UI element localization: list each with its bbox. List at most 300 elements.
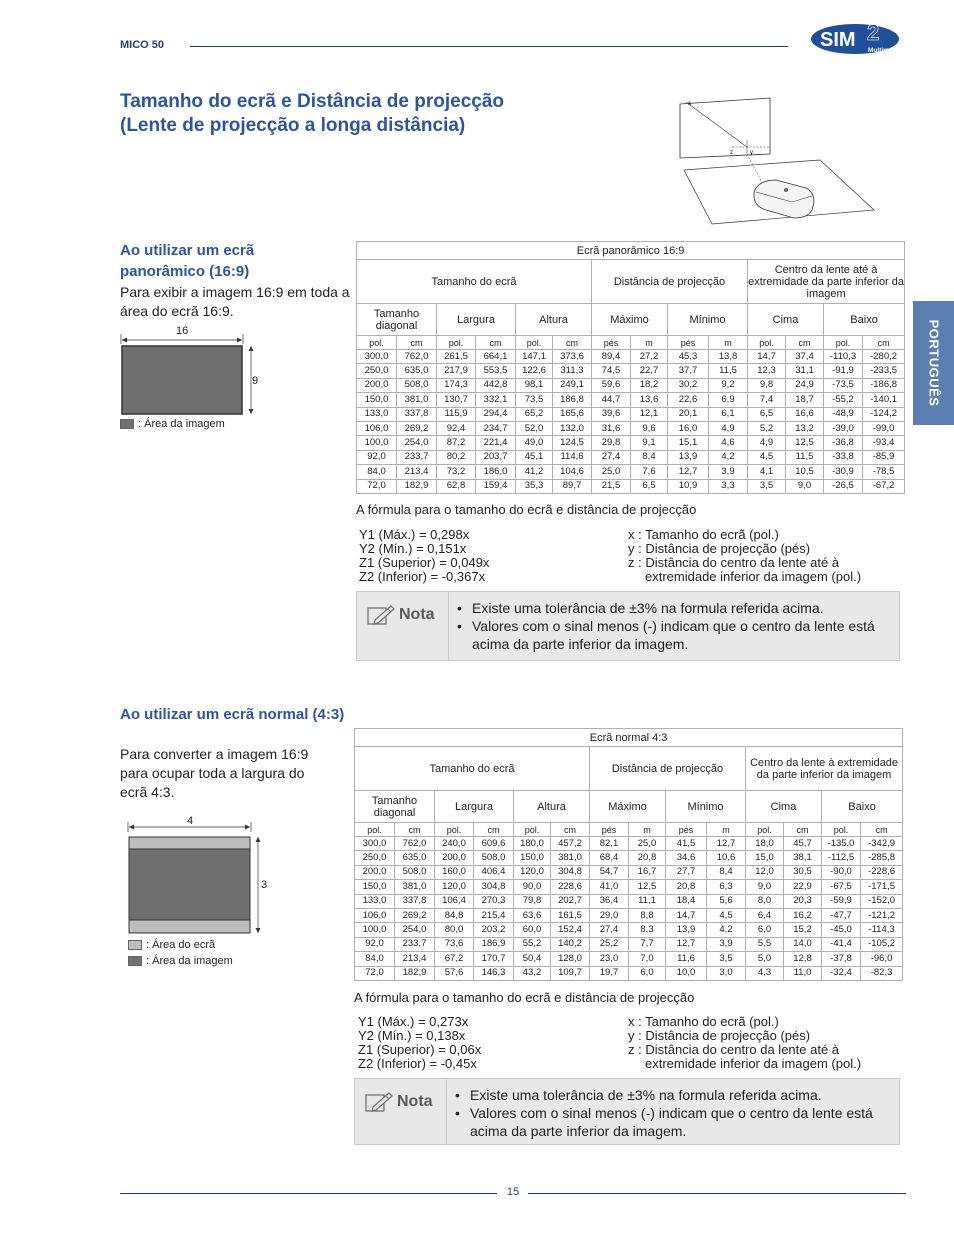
table-unit-cell: cm [476, 336, 516, 350]
table-cell: 6,5 [748, 407, 786, 421]
table-cell: 25,2 [590, 937, 629, 951]
table-cell: 6,9 [709, 393, 748, 407]
table-cell: 72,0 [357, 479, 397, 493]
table-cell: -135,0 [822, 837, 861, 851]
table-cell: -121,2 [861, 908, 903, 922]
table-cell: 27,4 [590, 923, 629, 937]
table-cell: -285,8 [861, 851, 903, 865]
table-row [357, 479, 905, 493]
table-cell: 6,0 [629, 966, 666, 980]
table-cell: 12,7 [707, 837, 746, 851]
formula-legend-line: x : Tamanho do ecrã (pol.) [628, 527, 779, 542]
table-cell: 20,3 [784, 894, 822, 908]
table-unit-cell: cm [784, 823, 822, 837]
table-cell: 150,0 [357, 393, 397, 407]
table-cell: 80,0 [435, 923, 474, 937]
table-cell: 294,4 [476, 407, 516, 421]
table-cell: -85,9 [863, 450, 905, 464]
table-cell: 18,7 [786, 393, 824, 407]
table-cell: 44,7 [592, 393, 631, 407]
table-cell: 5,2 [748, 421, 786, 435]
table-cell: 89,7 [553, 479, 592, 493]
table-cell: 41,5 [666, 837, 707, 851]
table-row [357, 465, 905, 479]
table-row [355, 908, 903, 922]
svg-text:Multimedia: Multimedia [868, 47, 902, 54]
table-cell: 45,7 [784, 837, 822, 851]
table-cell: 5,0 [746, 952, 784, 966]
formula-legend-line: y : Distância de projecção (pés) [628, 541, 811, 556]
table-cell: 16,7 [629, 865, 666, 879]
table-cell: 442,8 [476, 378, 516, 392]
formula-legend-line: x : Tamanho do ecrã (pol.) [628, 1014, 779, 1029]
formula-legend-line: extremidade inferior da imagem (pol.) [645, 1056, 862, 1071]
table-cell: 13,9 [668, 450, 709, 464]
table-cell: 14,7 [748, 350, 786, 364]
header-rule [190, 46, 788, 47]
table-cell: 269,2 [397, 421, 437, 435]
table-row [355, 966, 903, 980]
legend-screen-label: : Área do ecrã [146, 939, 216, 951]
table-cell: -37,8 [822, 952, 861, 966]
table-cell: 250,0 [355, 851, 395, 865]
table-cell: 12,7 [668, 465, 709, 479]
table-cell: 508,0 [474, 851, 514, 865]
table-cell: 133,0 [357, 407, 397, 421]
normal-screen-figure [126, 818, 272, 936]
table-cell: 22,6 [668, 393, 709, 407]
table-cell: -82,3 [861, 966, 903, 980]
page-number: 15 [506, 1186, 520, 1198]
formula-legend-line: z : Distância do centro da lente até à [628, 555, 840, 570]
table-cell: 100,0 [355, 923, 395, 937]
table-cell: 635,0 [395, 851, 435, 865]
svg-text:2: 2 [867, 20, 880, 45]
table-row [357, 436, 905, 450]
table-cell: 165,6 [553, 407, 592, 421]
table-cell: 25,0 [629, 837, 666, 851]
table-cell: -67,5 [822, 880, 861, 894]
table-cell: 311,3 [553, 364, 592, 378]
table-cell: 106,0 [355, 908, 395, 922]
table-row [357, 364, 905, 378]
header-model: MICO 50 [120, 39, 165, 51]
table-cell: -55,2 [824, 393, 863, 407]
table-cell: 6,3 [707, 880, 746, 894]
table-cell: 10,5 [786, 465, 824, 479]
table-cell: -93,4 [863, 436, 905, 450]
table-unit-cell: pol. [435, 823, 474, 837]
table-cell: 150,0 [355, 880, 395, 894]
table-subheader: Altura [516, 304, 592, 336]
note-item: • Valores com o sinal menos (-) indicam que o centro da lente está acima da parte inferior da imagem. [457, 617, 887, 653]
table-cell: 12,0 [746, 865, 784, 879]
table-cell: 217,9 [437, 364, 476, 378]
table-cell: 100,0 [357, 436, 397, 450]
table-cell: -105,2 [861, 937, 903, 951]
table-cell: 508,0 [397, 378, 437, 392]
table-unit-cell: pés [590, 823, 629, 837]
table-cell: 457,2 [551, 837, 590, 851]
table-caption: Ecrã panorâmico 16:9 [357, 242, 905, 260]
formula-line: Z1 (Superior) = 0,049x [359, 555, 490, 570]
table-cell: 11,5 [786, 450, 824, 464]
table-cell: 80,2 [437, 450, 476, 464]
formula-line: Y2 (Mín.) = 0,138x [358, 1028, 466, 1043]
table-cell: 337,8 [395, 894, 435, 908]
table-cell: 29,8 [592, 436, 631, 450]
table-cell: 228,6 [551, 880, 590, 894]
normal-note-box [354, 1078, 900, 1145]
table-cell: -59,9 [822, 894, 861, 908]
note-header [357, 592, 449, 660]
formula-line: Y1 (Máx.) = 0,273x [358, 1014, 469, 1029]
table-cell: 41,0 [590, 880, 629, 894]
table-unit-cell: pol. [437, 336, 476, 350]
table-cell: 160,0 [435, 865, 474, 879]
table-subheader: Cima [748, 304, 824, 336]
table-cell: -48,9 [824, 407, 863, 421]
table-cell: -99,0 [863, 421, 905, 435]
table-cell: 55,2 [514, 937, 551, 951]
pencil-icon [365, 1091, 393, 1113]
table-cell: 304,8 [551, 865, 590, 879]
table-cell: 27,7 [666, 865, 707, 879]
table-subheader: Mínimo [668, 304, 748, 336]
table-cell: 140,2 [551, 937, 590, 951]
table-cell: 68,4 [590, 851, 629, 865]
formula-line: Z1 (Superior) = 0,06x [358, 1042, 482, 1057]
table-cell: 72,0 [355, 966, 395, 980]
table-cell: 22,7 [631, 364, 668, 378]
table-cell: 254,0 [397, 436, 437, 450]
table-cell: 30,5 [784, 865, 822, 879]
wide-formula-title: A fórmula para o tamanho do ecrã e distância de projecção [356, 502, 697, 517]
table-cell: 90,0 [514, 880, 551, 894]
page-title-line-1: Tamanho do ecrã e Distância de projecção [120, 91, 504, 112]
table-unit-cell: cm [553, 336, 592, 350]
table-cell: -233,5 [863, 364, 905, 378]
note-header [355, 1079, 447, 1144]
wide-formulas-right [628, 528, 861, 584]
table-row [355, 894, 903, 908]
table-cell: 37,7 [668, 364, 709, 378]
table-cell: 18,2 [631, 378, 668, 392]
table-cell: 762,0 [395, 837, 435, 851]
table-row [355, 880, 903, 894]
table-unit-cell: pol. [822, 823, 861, 837]
table-cell: 13,6 [631, 393, 668, 407]
table-cell: 9,2 [709, 378, 748, 392]
normal-formulas-right [628, 1015, 861, 1071]
table-group-header: Centro da lente até à extremidade da parte inferior da imagem [748, 260, 905, 304]
table-cell: 15,1 [668, 436, 709, 450]
table-cell: 106,0 [357, 421, 397, 435]
table-cell: 67,2 [435, 952, 474, 966]
table-cell: 5,6 [707, 894, 746, 908]
table-unit-cell: pés [592, 336, 631, 350]
table-row [357, 378, 905, 392]
table-cell: 161,5 [551, 908, 590, 922]
table-cell: 12,3 [748, 364, 786, 378]
table-unit-cell: m [709, 336, 748, 350]
table-cell: -30,9 [824, 465, 863, 479]
table-cell: 63,6 [514, 908, 551, 922]
table-cell: -67,2 [863, 479, 905, 493]
table-cell: 15,0 [746, 851, 784, 865]
table-cell: 120,0 [435, 880, 474, 894]
table-cell: -186,8 [863, 378, 905, 392]
sim2-logo [810, 18, 910, 58]
table-cell: 332,1 [476, 393, 516, 407]
table-row [355, 865, 903, 879]
table-cell: 84,0 [355, 952, 395, 966]
table-cell: 9,6 [631, 421, 668, 435]
table-cell: 35,3 [516, 479, 553, 493]
normal-section-title: Ao utilizar um ecrã normal (4:3) [120, 706, 345, 723]
table-cell: 10,9 [668, 479, 709, 493]
table-cell: -39,0 [824, 421, 863, 435]
table-cell: 133,0 [355, 894, 395, 908]
table-cell: 202,7 [551, 894, 590, 908]
table-row [357, 421, 905, 435]
table-unit-cell: pés [666, 823, 707, 837]
legend-screen-swatch [128, 940, 142, 950]
table-cell: 38,1 [784, 851, 822, 865]
table-cell: 20,8 [629, 851, 666, 865]
table-cell: 23,0 [590, 952, 629, 966]
table-cell: 186,8 [553, 393, 592, 407]
table-unit-cell: pol. [748, 336, 786, 350]
table-cell: 92,0 [357, 450, 397, 464]
formula-legend-line: y : Distância de projecção (pés) [628, 1028, 811, 1043]
table-cell: 19,7 [590, 966, 629, 980]
table-cell: 3,9 [707, 937, 746, 951]
table-subheader: Baixo [822, 791, 903, 823]
table-cell: 9,8 [748, 378, 786, 392]
language-side-tab-label: PORTUGUÊS [926, 319, 941, 407]
table-cell: 147,1 [516, 350, 553, 364]
table-row [357, 350, 905, 364]
table-cell: 6,0 [746, 923, 784, 937]
table-cell: -171,5 [861, 880, 903, 894]
table-cell: 233,7 [397, 450, 437, 464]
table-cell: 30,2 [668, 378, 709, 392]
table-cell: 180,0 [514, 837, 551, 851]
table-cell: 50,4 [514, 952, 551, 966]
table-cell: 16,2 [784, 908, 822, 922]
table-cell: 73,2 [437, 465, 476, 479]
table-cell: -124,2 [863, 407, 905, 421]
table-cell: 12,5 [786, 436, 824, 450]
table-subheader: Baixo [824, 304, 905, 336]
table-row [355, 837, 903, 851]
table-cell: -32,4 [822, 966, 861, 980]
table-cell: 16,6 [786, 407, 824, 421]
table-cell: 261,5 [437, 350, 476, 364]
table-cell: 373,6 [553, 350, 592, 364]
wide-section-title: Ao utilizar um ecrã panorâmico (16:9) [120, 242, 255, 280]
table-cell: 27,2 [631, 350, 668, 364]
table-cell: -26,5 [824, 479, 863, 493]
table-cell: 3,0 [707, 966, 746, 980]
table-cell: 200,0 [355, 865, 395, 879]
table-cell: 34,6 [666, 851, 707, 865]
table-row [357, 393, 905, 407]
table-cell: 59,6 [592, 378, 631, 392]
table-cell: 213,4 [395, 952, 435, 966]
table-unit-cell: pol. [355, 823, 395, 837]
formula-line: Y1 (Máx.) = 0,298x [359, 527, 470, 542]
table-subheader: Máximo [590, 791, 666, 823]
note-label: Nota [397, 1093, 433, 1110]
table-cell: 84,0 [357, 465, 397, 479]
table-cell: 20,1 [668, 407, 709, 421]
table-cell: 203,7 [476, 450, 516, 464]
note-item: • Existe uma tolerância de ±3% na formula referida acima. [457, 599, 887, 617]
table-subheader: Altura [514, 791, 590, 823]
table-cell: 300,0 [357, 350, 397, 364]
table-cell: 36,4 [590, 894, 629, 908]
table-cell: 213,4 [397, 465, 437, 479]
table-subheader: Tamanho diagonal [357, 304, 437, 336]
table-cell: 120,0 [514, 865, 551, 879]
table-cell: 200,0 [435, 851, 474, 865]
legend-image-swatch [128, 956, 142, 966]
diagram-label-x: x [688, 101, 691, 107]
table-cell: 508,0 [395, 865, 435, 879]
table-cell: 182,9 [395, 966, 435, 980]
table-cell: 381,0 [551, 851, 590, 865]
table-cell: 8,8 [629, 908, 666, 922]
diagram-label-z: z [730, 150, 733, 156]
legend-image-label: : Área da imagem [146, 955, 233, 967]
table-subheader: Cima [746, 791, 822, 823]
normal-section-description: Para converter a imagem 16:9 para ocupar toda a largura do ecrã 4:3. [120, 746, 309, 800]
table-cell: 104,6 [553, 465, 592, 479]
note-list [457, 599, 887, 653]
table-cell: 13,8 [709, 350, 748, 364]
table-cell: 4,1 [748, 465, 786, 479]
table-cell: 18,4 [666, 894, 707, 908]
wide-fig-legend [120, 418, 225, 430]
table-cell: 186,0 [476, 465, 516, 479]
table-unit-cell: cm [395, 823, 435, 837]
table-cell: 115,9 [437, 407, 476, 421]
note-item: • Existe uma tolerância de ±3% na formula referida acima. [455, 1086, 885, 1104]
table-subheader: Largura [435, 791, 514, 823]
wide-projection-table [356, 241, 905, 494]
table-cell: 89,4 [592, 350, 631, 364]
table-cell: 254,0 [395, 923, 435, 937]
table-cell: -41,4 [822, 937, 861, 951]
table-cell: 7,6 [631, 465, 668, 479]
table-cell: 31,6 [592, 421, 631, 435]
table-cell: 22,9 [784, 880, 822, 894]
table-cell: -73,5 [824, 378, 863, 392]
table-cell: 54,7 [590, 865, 629, 879]
table-cell: 635,0 [397, 364, 437, 378]
table-group-header: Centro da lente à extremidade da parte inferior da imagem [746, 747, 903, 791]
table-cell: 269,2 [395, 908, 435, 922]
table-cell: 13,9 [666, 923, 707, 937]
language-side-tab[interactable] [913, 301, 954, 425]
table-cell: 109,7 [551, 966, 590, 980]
table-cell: 221,4 [476, 436, 516, 450]
table-row [355, 851, 903, 865]
table-subheader: Largura [437, 304, 516, 336]
wide-formulas-left [359, 528, 489, 584]
table-cell: 381,0 [397, 393, 437, 407]
table-cell: 3,5 [748, 479, 786, 493]
table-cell: 337,8 [397, 407, 437, 421]
wide-fig-height-label: 9 [252, 375, 259, 387]
table-cell: 4,9 [709, 421, 748, 435]
table-cell: 73,5 [516, 393, 553, 407]
table-cell: 124,5 [553, 436, 592, 450]
wide-note-box [356, 591, 900, 661]
table-caption: Ecrã normal 4:3 [355, 729, 903, 747]
table-subheader: Máximo [592, 304, 668, 336]
table-unit-cell: cm [861, 823, 903, 837]
formula-line: Z2 (Inferior) = -0,367x [359, 569, 486, 584]
table-cell: 20,8 [666, 880, 707, 894]
table-cell: 8,3 [629, 923, 666, 937]
table-cell: -36,8 [824, 436, 863, 450]
table-cell: 10,0 [666, 966, 707, 980]
table-group-header: Distância de projecção [590, 747, 746, 791]
table-cell: 43,2 [514, 966, 551, 980]
table-cell: 65,2 [516, 407, 553, 421]
table-cell: 186,9 [474, 937, 514, 951]
table-cell: 12,8 [784, 952, 822, 966]
table-cell: 6,4 [746, 908, 784, 922]
table-cell: 609,6 [474, 837, 514, 851]
table-cell: 45,1 [516, 450, 553, 464]
normal-formulas-left [358, 1015, 481, 1071]
table-cell: 3,9 [709, 465, 748, 479]
table-cell: 4,2 [707, 923, 746, 937]
table-cell: 29,0 [590, 908, 629, 922]
table-cell: 45,3 [668, 350, 709, 364]
table-cell: 7,4 [748, 393, 786, 407]
page-title [120, 90, 620, 138]
table-cell: 6,5 [631, 479, 668, 493]
table-unit-cell: cm [863, 336, 905, 350]
table-cell: 87,2 [437, 436, 476, 450]
table-cell: 130,7 [437, 393, 476, 407]
table-cell: 8,4 [707, 865, 746, 879]
table-cell: 98,1 [516, 378, 553, 392]
table-cell: 3,3 [709, 479, 748, 493]
footer-rule-right [528, 1193, 906, 1194]
table-cell: -114,3 [861, 923, 903, 937]
table-cell: 6,1 [709, 407, 748, 421]
table-cell: 11,1 [629, 894, 666, 908]
table-row [355, 923, 903, 937]
table-cell: -33,8 [824, 450, 863, 464]
table-cell: 24,9 [786, 378, 824, 392]
table-cell: 27,4 [592, 450, 631, 464]
normal-formula-title: A fórmula para o tamanho do ecrã e distância de projecção [354, 990, 695, 1005]
table-cell: 52,0 [516, 421, 553, 435]
table-cell: -96,0 [861, 952, 903, 966]
table-cell: -140,1 [863, 393, 905, 407]
table-cell: -90,0 [822, 865, 861, 879]
table-cell: 92,4 [437, 421, 476, 435]
table-cell: 11,0 [784, 966, 822, 980]
table-group-header: Tamanho do ecrã [355, 747, 590, 791]
